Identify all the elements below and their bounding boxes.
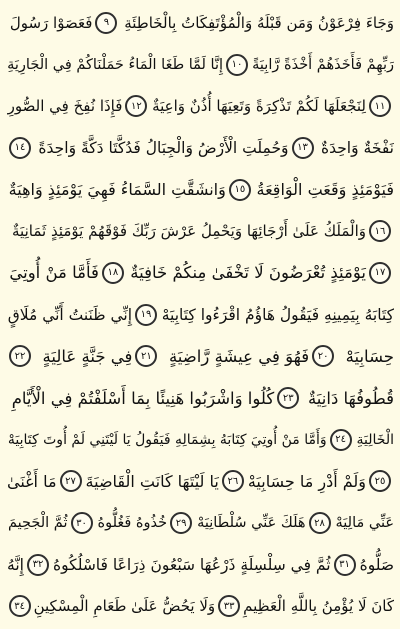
verse-line (6, 127, 394, 169)
verse-text: فَهُوَ فِي عِيشَةٍ رَّاضِيَةٍ (168, 346, 310, 366)
verse-line (6, 377, 394, 419)
verse-text: وَجَاءَ فِرْعَوْنُ وَمَن قَبْلَهُ وَالْمُؤْتَفِكَاتُ بِالْخَاطِئَةِ (124, 13, 394, 32)
ayah-number-marker: ١٨ (102, 262, 124, 284)
verse-text: نَفْخَةٌ وَاحِدَةٌ (320, 138, 394, 157)
verse-text: يَوْمَئِذٍ تُعْرَضُونَ لَا تَخْفَىٰ مِنكُمْ خَافِيَةٌ (130, 263, 366, 283)
verse-line (6, 210, 394, 252)
verse-text: فَيَوْمَئِذٍ وَقَعَتِ الْوَاقِعَةُ (256, 180, 394, 200)
verse-line (6, 419, 394, 461)
ayah-number-marker: ٢٨ (309, 512, 331, 534)
ayah-number-marker: ٢٧ (60, 470, 82, 492)
verse-line (6, 544, 394, 586)
verse-text: ثُمَّ الْجَحِيمَ (8, 515, 68, 532)
verse-lines (6, 2, 394, 627)
ayah-number-marker: ٣٤ (9, 595, 31, 617)
verse-text: خُذُوهُ فَغُلُّوهُ (97, 515, 168, 532)
ayah-number-marker: ١٠ (226, 54, 248, 76)
verse-text: الْخَالِيَةِ (356, 431, 394, 448)
ayah-number-marker: ١٩ (135, 304, 157, 326)
verse-text: فَأَمَّا مَنْ أُوتِيَ (9, 263, 99, 283)
verse-line (6, 336, 394, 378)
verse-line (6, 252, 394, 294)
ayah-number-marker: ١٦ (369, 220, 391, 242)
ayah-number-marker: ١١ (369, 95, 391, 117)
verse-text: إِنَّا لَمَّا طَغَا الْمَاءُ حَمَلْنَاكُمْ فِي الْجَارِيَةِ (7, 56, 224, 73)
ayah-number-marker: ٢٦ (222, 470, 244, 492)
ayah-number-marker: ٩ (95, 12, 117, 34)
verse-text: وَالْمَلَكُ عَلَىٰ أَرْجَائِهَا وَيَحْمِلُ عَرْشَ رَبِّكَ فَوْقَهُمْ يَوْمَئِذٍ ثَمَانِيَةٌ (12, 222, 366, 241)
verse-text: وَأَمَّا مَنْ أُوتِيَ كِتَابَهُ بِشِمَالِهِ فَيَقُولُ يَا لَيْتَنِي لَمْ أُوتَ كِتَابِيَهْ (7, 431, 327, 448)
ayah-number-marker: ٣٣ (218, 595, 240, 617)
ayah-number-marker: ٣١ (334, 554, 356, 576)
verse-text: مَا أَغْنَىٰ (7, 471, 57, 491)
ayah-number-marker: ٣٠ (71, 512, 93, 534)
ayah-number-marker: ٢٣ (277, 387, 299, 409)
verse-text: إِنِّي ظَنَنتُ أَنِّي مُلَاقٍ (7, 305, 133, 324)
ayah-number-marker: ٢٠ (312, 345, 334, 367)
ayah-number-marker: ١٢ (125, 95, 147, 117)
verse-text: فَعَصَوْا رَسُولَ (9, 13, 93, 32)
verse-text: كَانَ لَا يُؤْمِنُ بِاللَّهِ الْعَظِيمِ (243, 597, 394, 616)
ayah-number-marker: ١٥ (229, 179, 251, 201)
verse-text: عَنِّي مَالِيَهْ (335, 515, 394, 532)
ayah-number-marker: ١٧ (369, 262, 391, 284)
verse-text: قُطُوفُهَا دَانِيَةٌ (307, 388, 394, 408)
verse-text: وَحُمِلَتِ الْأَرْضُ وَالْجِبَالُ فَدُكَّتَا دَكَّةً وَاحِدَةً (38, 138, 289, 157)
verse-text: ثُمَّ فِي سِلْسِلَةٍ ذَرْعُهَا سَبْعُونَ ذِرَاعًا فَاسْلُكُوهُ (53, 555, 331, 574)
ayah-number-marker: ٣٢ (27, 554, 49, 576)
verse-text: وَلَا يَحُضُّ عَلَىٰ طَعَامِ الْمِسْكِينِ (33, 597, 216, 616)
verse-text: كِتَابَهُ بِيَمِينِهِ فَيَقُولُ هَاؤُمُ اقْرَءُوا كِتَابِيَهْ (161, 305, 394, 324)
verse-line (6, 502, 394, 544)
verse-text: لِنَجْعَلَهَا لَكُمْ تَذْكِرَةً وَتَعِيَهَا أُذُنٌ وَاعِيَةٌ (152, 97, 366, 116)
verse-line (6, 85, 394, 127)
verse-line (6, 586, 394, 628)
ayah-number-marker: ٢١ (135, 345, 157, 367)
verse-text: كُلُوا وَاشْرَبُوا هَنِيئًا بِمَا أَسْلَفْتُمْ فِي الْأَيَّامِ (11, 388, 275, 408)
ayah-number-marker: ١٤ (9, 137, 31, 159)
verse-text: وَلَمْ أَدْرِ مَا حِسَابِيَهْ (247, 471, 366, 491)
verse-line (6, 2, 394, 44)
verse-text: فِي جَنَّةٍ عَالِيَةٍ (42, 346, 133, 366)
verse-text: فَإِذَا نُفِخَ فِي الصُّورِ (7, 97, 123, 116)
verse-line (6, 44, 394, 86)
verse-line (6, 169, 394, 211)
ayah-number-marker: ٢٩ (170, 512, 192, 534)
ayah-number-marker: ٢٢ (9, 345, 31, 367)
verse-line (6, 294, 394, 336)
verse-text: صَلُّوهُ (359, 555, 394, 574)
ayah-number-marker: ٢٤ (330, 429, 352, 451)
verse-text: هَلَكَ عَنِّي سُلْطَانِيَهْ (197, 515, 306, 532)
verse-text: حِسَابِيَهْ (345, 346, 394, 366)
ayah-number-marker: ٢٥ (369, 470, 391, 492)
verse-text: وَانشَقَّتِ السَّمَاءُ فَهِيَ يَوْمَئِذٍ وَاهِيَةٌ (8, 180, 226, 200)
ayah-number-marker: ١٣ (292, 137, 314, 159)
verse-text: يَا لَيْتَهَا كَانَتِ الْقَاضِيَةَ (85, 471, 219, 491)
verse-text: رَبِّهِمْ فَأَخَذَهُمْ أَخْذَةً رَّابِيَةً (252, 56, 394, 73)
verse-text: إِنَّهُ (7, 555, 24, 574)
verse-line (6, 461, 394, 503)
